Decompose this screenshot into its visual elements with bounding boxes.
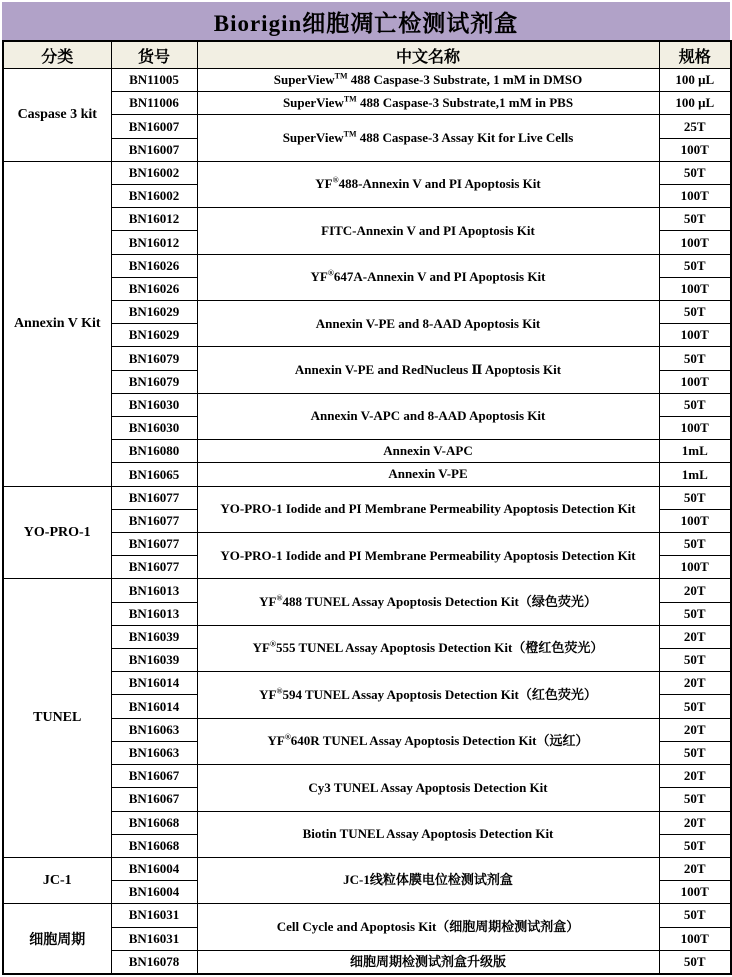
catalog-number-cell: BN16077 [111, 556, 197, 579]
table-row [3, 857, 731, 880]
spec-cell: 50T [659, 649, 731, 672]
product-name-cell: YF®488 TUNEL Assay Apoptosis Detection Kit（绿色荧光） [197, 579, 659, 625]
catalog-number-cell: BN16030 [111, 393, 197, 416]
catalog-number-cell: BN16063 [111, 718, 197, 741]
table-row [3, 765, 731, 788]
table-row [3, 672, 731, 695]
catalog-number-cell: BN16004 [111, 881, 197, 904]
table-row [3, 440, 731, 463]
table-row [3, 533, 731, 556]
column-header-chinese-name: 中文名称 [197, 41, 659, 69]
product-name-cell: Annexin V-PE and RedNucleus Ⅱ Apoptosis Kit [197, 347, 659, 393]
spec-cell: 50T [659, 533, 731, 556]
product-name-cell: FITC-Annexin V and PI Apoptosis Kit [197, 208, 659, 254]
catalog-number-cell: BN16065 [111, 463, 197, 486]
table-body [3, 69, 731, 975]
category-cell: TUNEL [3, 579, 111, 857]
catalog-number-cell: BN16002 [111, 185, 197, 208]
category-cell: Caspase 3 kit [3, 69, 111, 162]
table-row [3, 92, 731, 115]
table-row [3, 208, 731, 231]
spec-cell: 100T [659, 138, 731, 161]
catalog-number-cell: BN16068 [111, 811, 197, 834]
category-cell: 细胞周期 [3, 904, 111, 974]
spec-cell: 100T [659, 324, 731, 347]
catalog-number-cell: BN16079 [111, 347, 197, 370]
spec-cell: 50T [659, 904, 731, 927]
catalog-number-cell: BN16026 [111, 254, 197, 277]
product-name-cell: YF®647A-Annexin V and PI Apoptosis Kit [197, 254, 659, 300]
category-cell: Annexin V Kit [3, 161, 111, 486]
catalog-number-cell: BN16012 [111, 208, 197, 231]
spec-cell: 50T [659, 301, 731, 324]
spec-cell: 50T [659, 788, 731, 811]
product-name-cell: Biotin TUNEL Assay Apoptosis Detection Kit [197, 811, 659, 857]
catalog-number-cell: BN16007 [111, 138, 197, 161]
spec-cell: 1mL [659, 463, 731, 486]
column-header-category: 分类 [3, 41, 111, 69]
product-table [2, 40, 732, 975]
product-name-cell: SuperView™ 488 Caspase-3 Substrate,1 mM in PBS [197, 92, 659, 115]
spec-cell: 50T [659, 950, 731, 974]
product-name-cell: YF®594 TUNEL Assay Apoptosis Detection Kit（红色荧光） [197, 672, 659, 718]
spec-cell: 100T [659, 185, 731, 208]
table-row [3, 718, 731, 741]
catalog-number-cell: BN16067 [111, 788, 197, 811]
spec-cell: 100T [659, 417, 731, 440]
spec-cell: 100T [659, 231, 731, 254]
catalog-number-cell: BN16079 [111, 370, 197, 393]
catalog-number-cell: BN16002 [111, 161, 197, 184]
table-row [3, 904, 731, 927]
table-row [3, 463, 731, 486]
catalog-number-cell: BN11005 [111, 69, 197, 92]
spec-cell: 50T [659, 486, 731, 509]
category-cell: JC-1 [3, 857, 111, 903]
catalog-number-cell: BN16029 [111, 301, 197, 324]
table-row [3, 115, 731, 138]
product-name-cell: Annexin V-APC and 8-AAD Apoptosis Kit [197, 393, 659, 439]
table-row [3, 347, 731, 370]
spec-cell: 100T [659, 509, 731, 532]
catalog-number-cell: BN16012 [111, 231, 197, 254]
catalog-number-cell: BN16031 [111, 927, 197, 950]
product-name-cell: Annexin V-APC [197, 440, 659, 463]
catalog-number-cell: BN16077 [111, 509, 197, 532]
catalog-number-cell: BN16077 [111, 486, 197, 509]
spec-cell: 50T [659, 834, 731, 857]
catalog-number-cell: BN16007 [111, 115, 197, 138]
table-row [3, 950, 731, 974]
spec-cell: 20T [659, 672, 731, 695]
table-row [3, 161, 731, 184]
catalog-number-cell: BN16078 [111, 950, 197, 974]
product-name-cell: YF®488-Annexin V and PI Apoptosis Kit [197, 161, 659, 207]
spec-cell: 50T [659, 393, 731, 416]
spec-cell: 100T [659, 881, 731, 904]
table-row [3, 486, 731, 509]
product-name-cell: SuperView™ 488 Caspase-3 Assay Kit for Live Cells [197, 115, 659, 161]
spec-cell: 50T [659, 208, 731, 231]
spec-cell: 50T [659, 254, 731, 277]
catalog-number-cell: BN16030 [111, 417, 197, 440]
catalog-number-cell: BN16029 [111, 324, 197, 347]
catalog-number-cell: BN16013 [111, 602, 197, 625]
spec-cell: 100T [659, 927, 731, 950]
table-row [3, 254, 731, 277]
spec-cell: 100T [659, 277, 731, 300]
spec-cell: 50T [659, 347, 731, 370]
spec-cell: 20T [659, 811, 731, 834]
spec-cell: 100T [659, 370, 731, 393]
spec-cell: 20T [659, 718, 731, 741]
table-row [3, 393, 731, 416]
spec-cell: 20T [659, 765, 731, 788]
product-name-cell: YF®640R TUNEL Assay Apoptosis Detection Kit（远红） [197, 718, 659, 764]
spec-cell: 50T [659, 161, 731, 184]
spec-cell: 50T [659, 741, 731, 764]
spec-cell: 20T [659, 625, 731, 648]
category-cell: YO-PRO-1 [3, 486, 111, 579]
spec-cell: 20T [659, 579, 731, 602]
product-name-cell: Cy3 TUNEL Assay Apoptosis Detection Kit [197, 765, 659, 811]
product-name-cell: 细胞周期检测试剂盒升级版 [197, 950, 659, 974]
table-row [3, 301, 731, 324]
catalog-number-cell: BN16067 [111, 765, 197, 788]
spec-cell: 20T [659, 857, 731, 880]
table-row [3, 579, 731, 602]
spec-cell: 100 μL [659, 69, 731, 92]
page-title: Biorigin细胞凋亡检测试剂盒 [2, 2, 730, 40]
table-row [3, 625, 731, 648]
product-name-cell: Annexin V-PE and 8-AAD Apoptosis Kit [197, 301, 659, 347]
spec-cell: 100 μL [659, 92, 731, 115]
catalog-number-cell: BN16004 [111, 857, 197, 880]
column-header-spec: 规格 [659, 41, 731, 69]
product-name-cell: YO-PRO-1 Iodide and PI Membrane Permeability Apoptosis Detection Kit [197, 486, 659, 532]
catalog-number-cell: BN16026 [111, 277, 197, 300]
catalog-number-cell: BN16077 [111, 533, 197, 556]
spec-cell: 25T [659, 115, 731, 138]
catalog-number-cell: BN16014 [111, 672, 197, 695]
catalog-number-cell: BN11006 [111, 92, 197, 115]
catalog-number-cell: BN16031 [111, 904, 197, 927]
catalog-number-cell: BN16080 [111, 440, 197, 463]
product-name-cell: Annexin V-PE [197, 463, 659, 486]
product-name-cell: YO-PRO-1 Iodide and PI Membrane Permeability Apoptosis Detection Kit [197, 533, 659, 579]
catalog-number-cell: BN16039 [111, 649, 197, 672]
product-name-cell: SuperView™ 488 Caspase-3 Substrate, 1 mM in DMSO [197, 69, 659, 92]
product-name-cell: YF®555 TUNEL Assay Apoptosis Detection Kit（橙红色荧光） [197, 625, 659, 671]
product-name-cell: JC-1线粒体膜电位检测试剂盒 [197, 857, 659, 903]
spec-cell: 50T [659, 602, 731, 625]
catalog-number-cell: BN16068 [111, 834, 197, 857]
table-row [3, 69, 731, 92]
spec-cell: 100T [659, 556, 731, 579]
column-header-catalog-number: 货号 [111, 41, 197, 69]
table-row [3, 811, 731, 834]
spec-cell: 50T [659, 695, 731, 718]
catalog-number-cell: BN16039 [111, 625, 197, 648]
catalog-number-cell: BN16014 [111, 695, 197, 718]
spec-cell: 1mL [659, 440, 731, 463]
catalog-number-cell: BN16013 [111, 579, 197, 602]
product-name-cell: Cell Cycle and Apoptosis Kit（细胞周期检测试剂盒） [197, 904, 659, 950]
header-row [3, 41, 731, 69]
catalog-number-cell: BN16063 [111, 741, 197, 764]
